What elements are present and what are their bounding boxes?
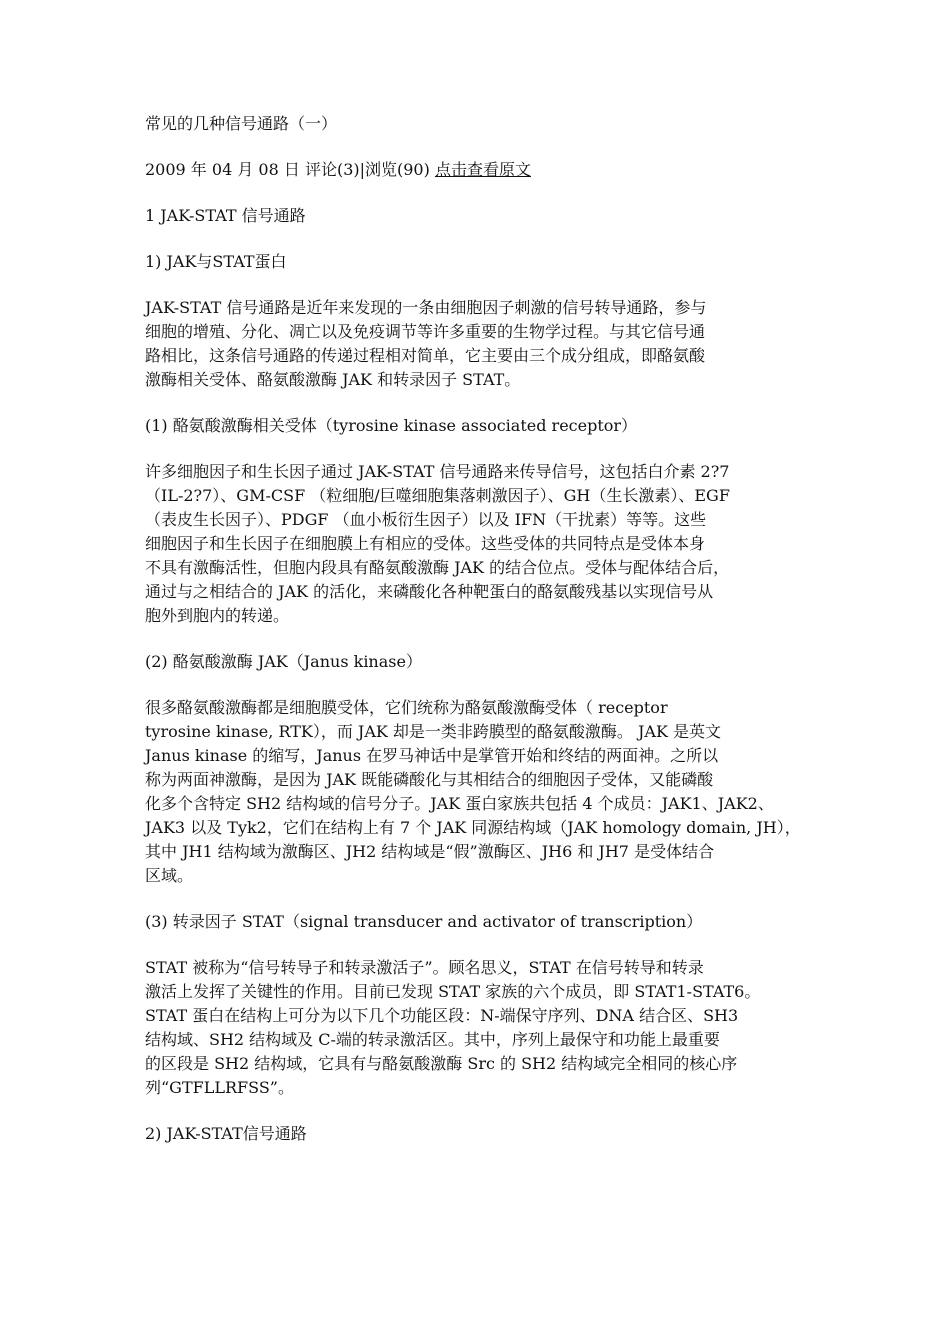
paragraph-line: 称为两面神激酶，是因为 JAK 既能磷酸化与其相结合的细胞因子受体，又能磷酸 <box>145 770 714 789</box>
meta-line <box>145 158 810 182</box>
paragraph-line: tyrosine kinase, RTK），而 JAK 却是一类非跨膜型的酪氨酸激酶。 JAK 是英文 <box>145 722 722 741</box>
paragraph-jak <box>145 696 810 888</box>
section-heading-jak-stat: 1 JAK-STAT 信号通路 <box>145 206 306 225</box>
paragraph-line: 激活上发挥了关键性的作用。目前已发现 STAT 家族的六个成员，即 STAT1-STAT6。 <box>145 982 761 1001</box>
paragraph-line: JAK3 以及 Tyk2，它们在结构上有 7 个 JAK 同源结构域（JAK homology domain, JH）， <box>145 818 801 837</box>
paragraph-line: STAT 被称为“信号转导子和转录激活子”。顾名思义，STAT 在信号转导和转录 <box>145 958 704 977</box>
paragraph-line: 胞外到胞内的转递。 <box>145 606 290 625</box>
paragraph-line: 列“GTFLLRFSS”。 <box>145 1078 294 1097</box>
date-and-stats: 2009 年 04 月 08 日 评论(3)|浏览(90) <box>145 160 430 179</box>
paragraph-line: 路相比，这条信号通路的传递过程相对简单，它主要由三个成分组成，即酪氨酸 <box>145 346 706 365</box>
page-title: 常见的几种信号通路（一） <box>145 114 338 133</box>
paragraph-line: 激酶相关受体、酪氨酸激酶 JAK 和转录因子 STAT。 <box>145 370 521 389</box>
paragraph-intro <box>145 296 810 392</box>
paragraph-line: 细胞因子和生长因子在细胞膜上有相应的受体。这些受体的共同特点是受体本身 <box>145 534 706 553</box>
document-page <box>145 112 810 1168</box>
paragraph-line: STAT 蛋白在结构上可分为以下几个功能区段：N-端保守序列、DNA 结合区、SH3 <box>145 1006 739 1025</box>
paragraph-line: Janus kinase 的缩写，Janus 在罗马神话中是掌管开始和终结的两面神。之所以 <box>145 746 719 765</box>
item-heading-stat: (3) 转录因子 STAT（signal transducer and activator of transcription） <box>145 912 703 931</box>
paragraph-line: 很多酪氨酸激酶都是细胞膜受体，它们统称为酪氨酸激酶受体（ receptor <box>145 698 668 717</box>
paragraph-receptor <box>145 460 810 628</box>
item-heading-jak: (2) 酪氨酸激酶 JAK（Janus kinase） <box>145 652 422 671</box>
paragraph-line: 细胞的增殖、分化、凋亡以及免疫调节等许多重要的生物学过程。与其它信号通 <box>145 322 706 341</box>
paragraph-line: 区域。 <box>145 866 194 885</box>
paragraph-line: 结构域、SH2 结构域及 C-端的转录激活区。其中，序列上最保守和功能上最重要 <box>145 1030 720 1049</box>
paragraph-line: 不具有激酶活性，但胞内段具有酪氨酸激酶 JAK 的结合位点。受体与配体结合后， <box>145 558 730 577</box>
paragraph-line: （IL-2?7）、GM-CSF （粒细胞/巨噬细胞集落刺激因子）、GH（生长激素）、EGF <box>145 486 730 505</box>
subsection-heading-jak-stat-pathway: 2) JAK-STAT信号通路 <box>145 1124 307 1143</box>
paragraph-line: 化多个含特定 SH2 结构域的信号分子。JAK 蛋白家族共包括 4 个成员：JAK1、JAK2、 <box>145 794 774 813</box>
paragraph-line: 许多细胞因子和生长因子通过 JAK-STAT 信号通路来传导信号，这包括白介素 2?7 <box>145 462 730 481</box>
paragraph-stat <box>145 956 810 1100</box>
subsection-heading-jak-stat-proteins: 1) JAK与STAT蛋白 <box>145 252 287 271</box>
paragraph-line: 其中 JH1 结构域为激酶区、JH2 结构域是“假”激酶区、JH6 和 JH7 是受体结合 <box>145 842 715 861</box>
paragraph-line: 通过与之相结合的 JAK 的活化，来磷酸化各种靶蛋白的酪氨酸残基以实现信号从 <box>145 582 714 601</box>
view-original-link[interactable]: 点击查看原文 <box>434 160 531 179</box>
paragraph-line: 的区段是 SH2 结构域，它具有与酪氨酸激酶 Src 的 SH2 结构域完全相同的核心序 <box>145 1054 738 1073</box>
paragraph-line: JAK-STAT 信号通路是近年来发现的一条由细胞因子刺激的信号转导通路，参与 <box>145 298 707 317</box>
item-heading-receptor: (1) 酪氨酸激酶相关受体（tyrosine kinase associated receptor） <box>145 416 638 435</box>
paragraph-line: （表皮生长因子）、PDGF （血小板衍生因子）以及 IFN（干扰素）等等。这些 <box>145 510 707 529</box>
